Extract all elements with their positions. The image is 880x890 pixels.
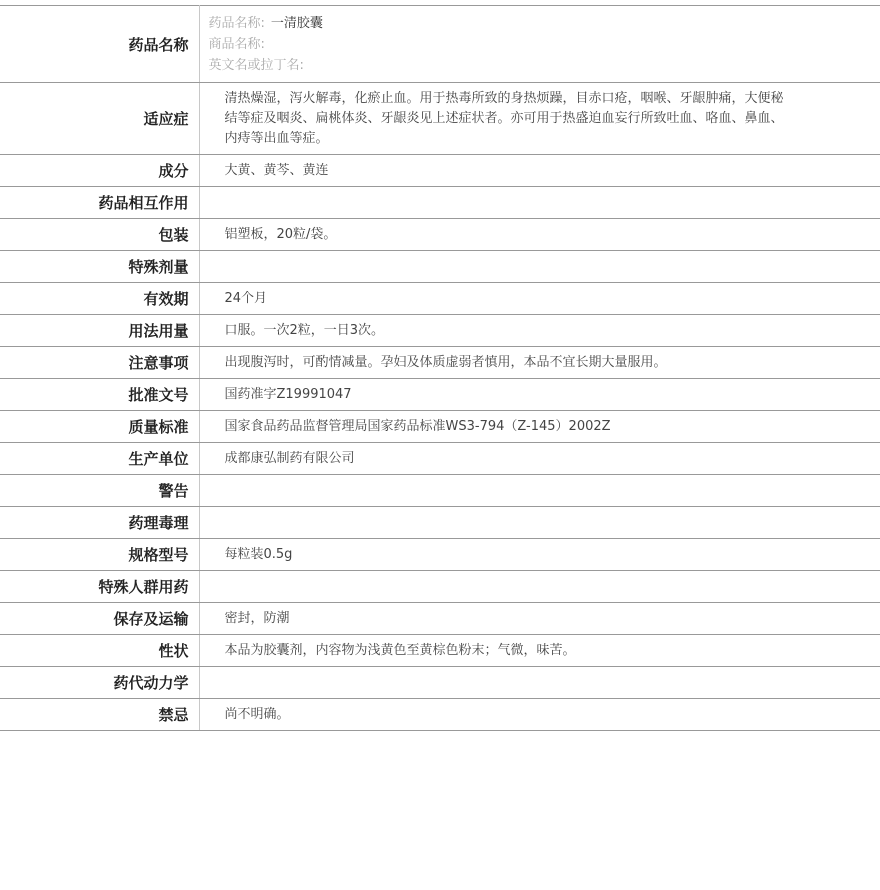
row-label: 批准文号 <box>0 379 199 411</box>
table-row <box>0 379 880 411</box>
english-name-line <box>209 55 880 76</box>
row-value: 大黄、黄芩、黄连 <box>199 155 880 187</box>
table-row <box>0 283 880 315</box>
table-row <box>0 411 880 443</box>
row-label: 有效期 <box>0 283 199 315</box>
row-label: 警告 <box>0 475 199 507</box>
row-label: 包装 <box>0 219 199 251</box>
english-name-key: 英文名或拉丁名: <box>208 57 304 73</box>
table-row <box>0 635 880 667</box>
table-row <box>0 443 880 475</box>
row-label: 用法用量 <box>0 315 199 347</box>
row-label: 药理毒理 <box>0 507 199 539</box>
table-row <box>0 83 880 155</box>
table-row <box>0 475 880 507</box>
row-value: 口服。一次2粒，一日3次。 <box>199 315 880 347</box>
table-row <box>0 507 880 539</box>
drug-name-cell <box>199 6 880 83</box>
row-value <box>199 475 880 507</box>
row-label: 禁忌 <box>0 699 199 731</box>
row-label: 保存及运输 <box>0 603 199 635</box>
table-row <box>0 667 880 699</box>
table-row <box>0 187 880 219</box>
table-row <box>0 347 880 379</box>
row-value: 铝塑板，20粒/袋。 <box>199 219 880 251</box>
row-label: 规格型号 <box>0 539 199 571</box>
row-value <box>199 667 880 699</box>
row-value <box>199 251 880 283</box>
table-row <box>0 603 880 635</box>
trade-name-key: 商品名称: <box>208 36 265 52</box>
row-value: 清热燥湿，泻火解毒，化瘀止血。用于热毒所致的身热烦躁，目赤口疮，咽喉、牙龈肿痛，大便秘结等症及咽炎、扁桃体炎、牙龈炎见上述症状者。亦可用于热盛迫血妄行所致吐血、咯血、鼻血、内痔等出血等症。 <box>199 83 880 155</box>
row-value: 密封，防潮 <box>199 603 880 635</box>
row-label: 特殊人群用药 <box>0 571 199 603</box>
drug-info-table <box>0 5 880 731</box>
row-value <box>199 187 880 219</box>
row-value: 尚不明确。 <box>199 699 880 731</box>
row-value: 本品为胶囊剂，内容物为浅黄色至黄棕色粉末；气微，味苦。 <box>199 635 880 667</box>
row-value: 国家食品药品监督管理局国家药品标准WS3-794（Z-145）2002Z <box>199 411 880 443</box>
generic-name-value: 一清胶囊 <box>270 15 323 31</box>
generic-name-line <box>209 13 880 34</box>
drug-name-row <box>0 6 880 83</box>
row-value <box>199 571 880 603</box>
row-value: 成都康弘制药有限公司 <box>199 443 880 475</box>
table-row <box>0 571 880 603</box>
table-row <box>0 315 880 347</box>
row-label: 适应症 <box>0 83 199 155</box>
row-label: 成分 <box>0 155 199 187</box>
row-label: 药品名称 <box>0 6 199 83</box>
row-value: 国药准字Z19991047 <box>199 379 880 411</box>
table-row <box>0 219 880 251</box>
row-label: 特殊剂量 <box>0 251 199 283</box>
table-row <box>0 699 880 731</box>
row-value: 每粒装0.5g <box>199 539 880 571</box>
table-row <box>0 539 880 571</box>
row-value: 出现腹泻时，可酌情减量。孕妇及体质虚弱者慎用，本品不宜长期大量服用。 <box>199 347 880 379</box>
trade-name-line <box>209 34 880 55</box>
row-label: 生产单位 <box>0 443 199 475</box>
row-label: 质量标准 <box>0 411 199 443</box>
table-row <box>0 251 880 283</box>
row-value: 24个月 <box>199 283 880 315</box>
row-label: 性状 <box>0 635 199 667</box>
table-row <box>0 155 880 187</box>
row-label: 药代动力学 <box>0 667 199 699</box>
row-label: 药品相互作用 <box>0 187 199 219</box>
row-label: 注意事项 <box>0 347 199 379</box>
generic-name-key: 药品名称: <box>208 15 265 31</box>
row-value <box>199 507 880 539</box>
info-rows <box>0 83 880 731</box>
